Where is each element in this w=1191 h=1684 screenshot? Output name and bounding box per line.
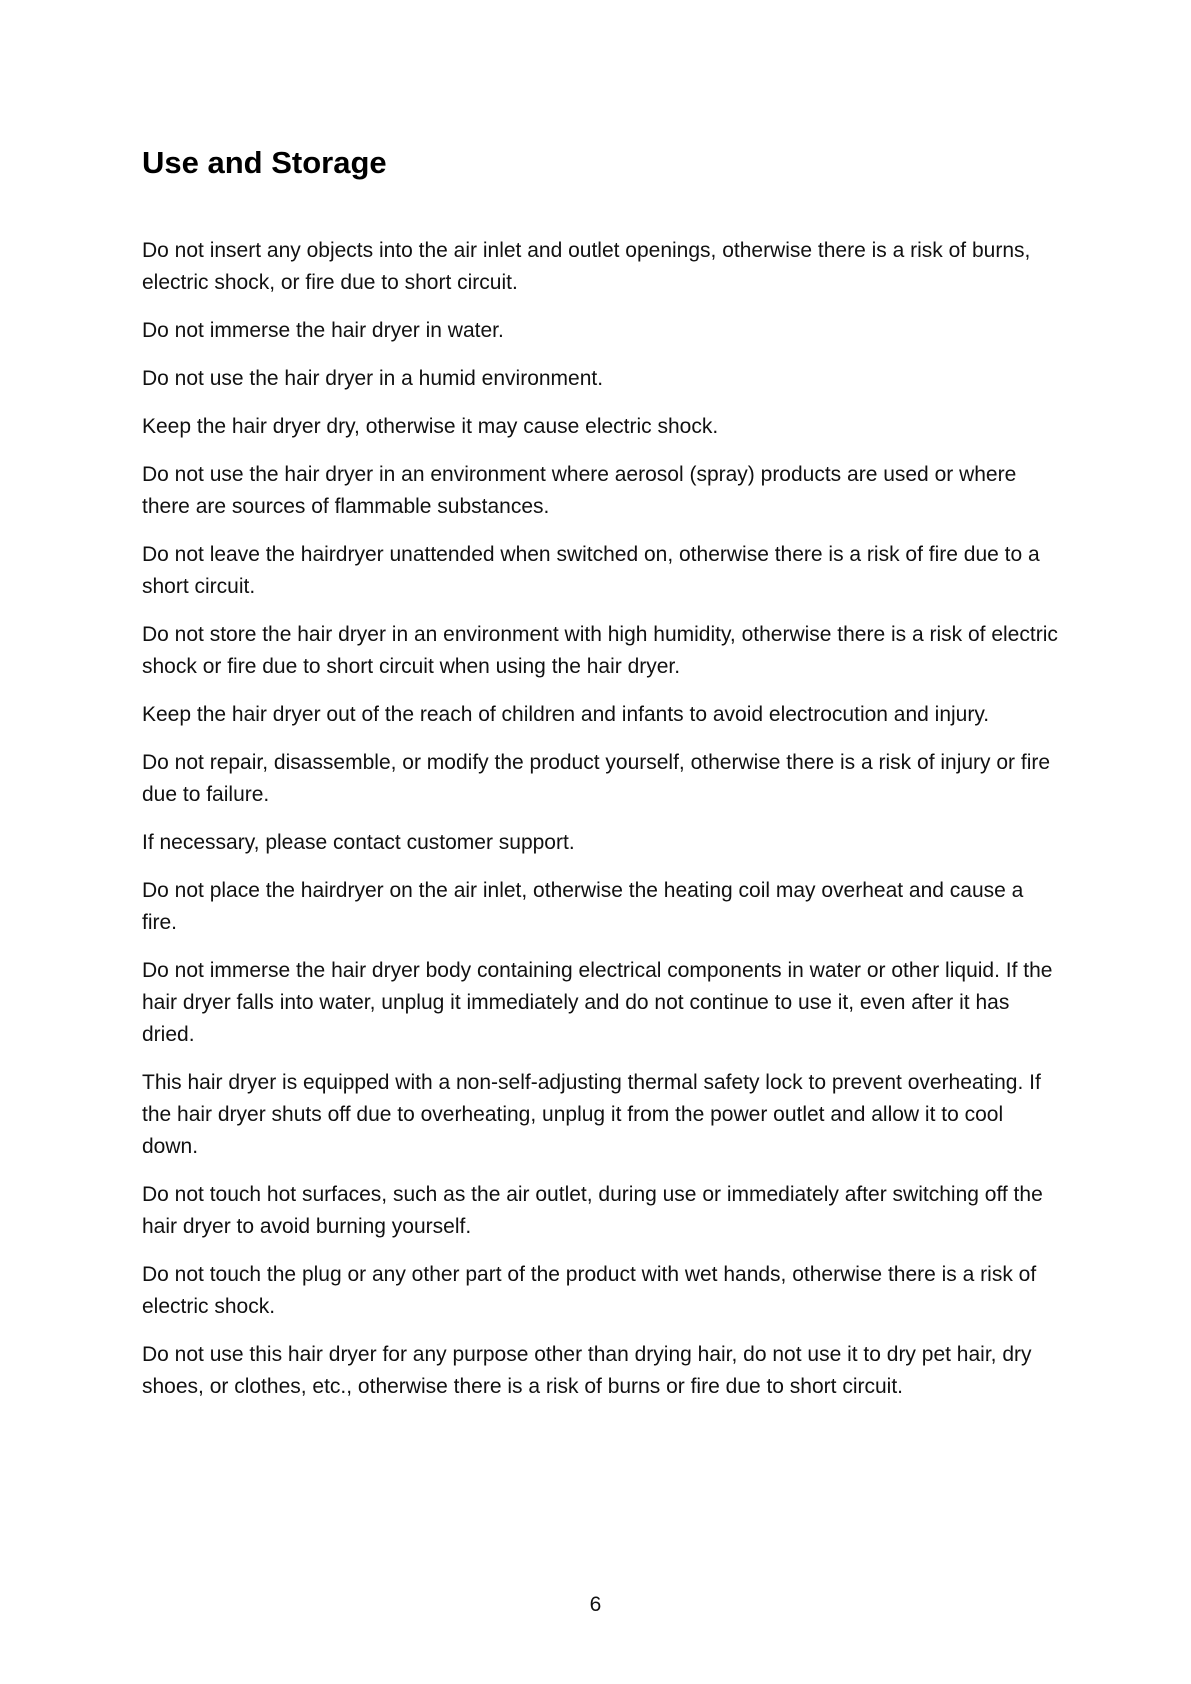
paragraph: This hair dryer is equipped with a non-self-adjusting thermal safety lock to prevent overheating. If the hair dryer shuts off due to overheating, unplug it from the power outlet and allow it to cool down. [142, 1071, 1041, 1158]
paragraph: Do not touch the plug or any other part of the product with wet hands, otherwise there is a risk of electric shock. [142, 1263, 1037, 1318]
paragraph: Keep the hair dryer out of the reach of children and infants to avoid electrocution and injury. [142, 703, 990, 726]
paragraph: Do not place the hairdryer on the air inlet, otherwise the heating coil may overheat and cause a fire. [142, 879, 1024, 934]
paragraph: Do not immerse the hair dryer body containing electrical components in water or other liquid. If the hair dryer falls into water, unplug it immediately and do not continue to use it, even after it has dried. [142, 959, 1053, 1046]
paragraph: Do not leave the hairdryer unattended when switched on, otherwise there is a risk of fire due to a short circuit. [142, 543, 1040, 598]
paragraph: Do not use this hair dryer for any purpose other than drying hair, do not use it to dry pet hair, dry shoes, or clothes, etc., otherwise there is a risk of burns or fire due to short circuit. [142, 1343, 1032, 1398]
paragraph: Do not use the hair dryer in an environment where aerosol (spray) products are used or where there are sources of flammable substances. [142, 463, 1017, 518]
paragraph: Do not immerse the hair dryer in water. [142, 319, 504, 342]
paragraph: Keep the hair dryer dry, otherwise it may cause electric shock. [142, 415, 719, 438]
page-title: Use and Storage [142, 145, 387, 180]
safety-instructions [142, 235, 1062, 1419]
paragraph: Do not repair, disassemble, or modify the product yourself, otherwise there is a risk of injury or fire due to failure. [142, 751, 1051, 806]
paragraph: If necessary, please contact customer support. [142, 831, 575, 854]
paragraph: Do not touch hot surfaces, such as the air outlet, during use or immediately after switching off the hair dryer to avoid burning yourself. [142, 1183, 1043, 1238]
paragraph: Do not use the hair dryer in a humid environment. [142, 367, 604, 390]
paragraph: Do not store the hair dryer in an environment with high humidity, otherwise there is a risk of electric shock or fire due to short circuit when using the hair dryer. [142, 623, 1058, 678]
paragraph: Do not insert any objects into the air inlet and outlet openings, otherwise there is a risk of burns, electric shock, or fire due to short circuit. [142, 239, 1031, 294]
page-number: 6 [589, 1593, 602, 1616]
